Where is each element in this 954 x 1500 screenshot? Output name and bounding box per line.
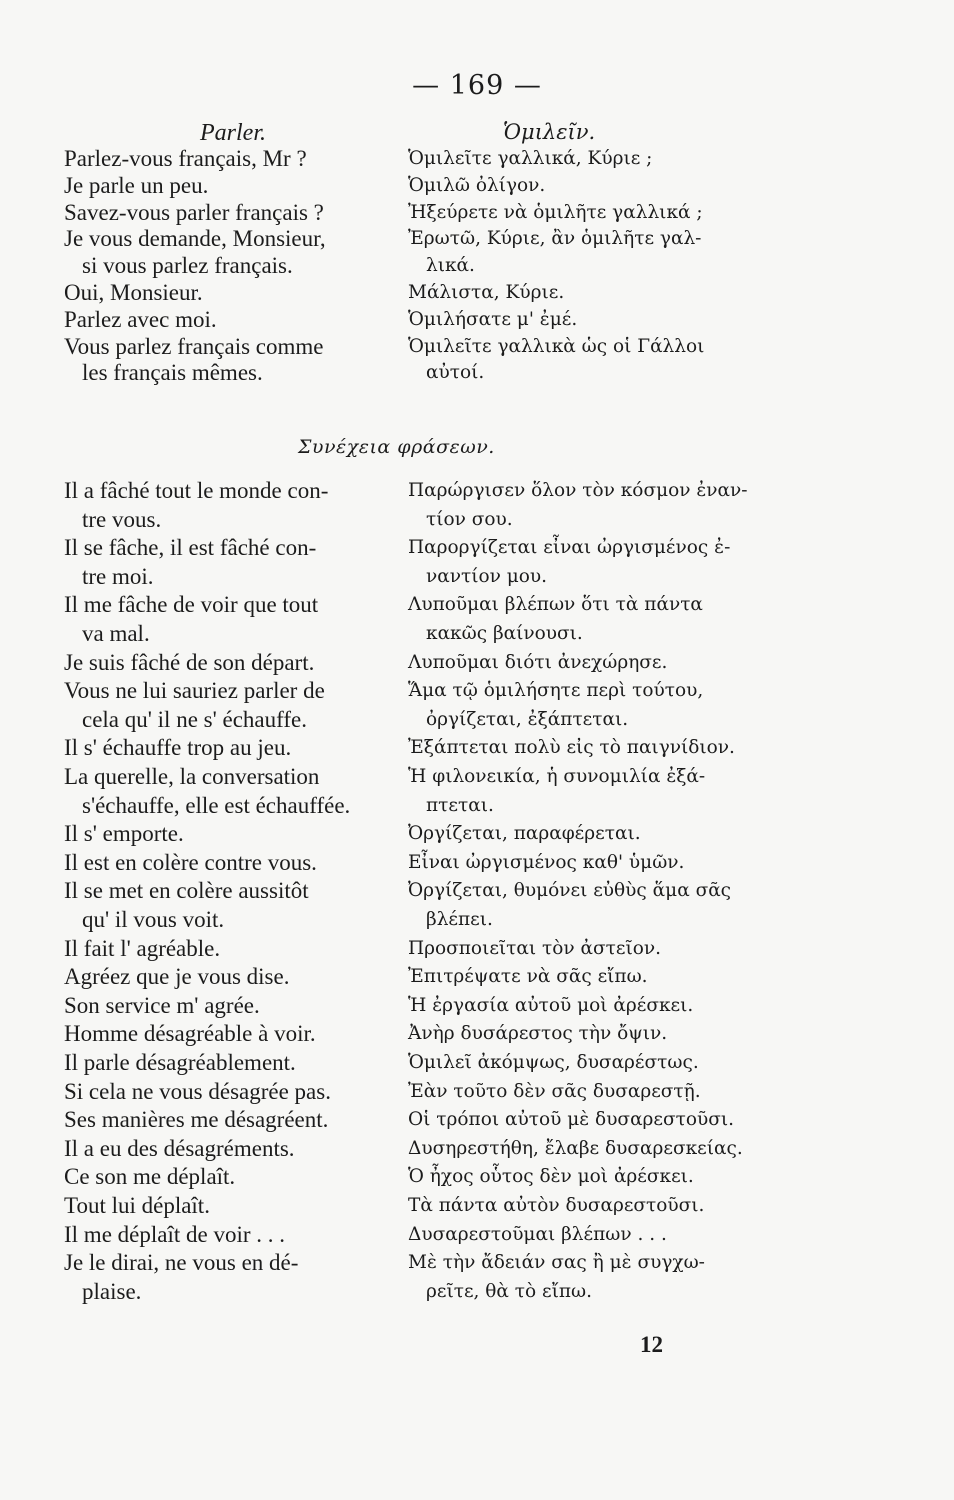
greek-phrase-line: Παρώργισεν ὅλον τὸν κόσμον ἐναν- — [408, 480, 748, 501]
french-phrase-line: Vous ne lui sauriez parler de — [64, 678, 325, 704]
greek-phrase-line: Ὁμιλεῖ ἀκόμψως, δυσαρέστως. — [408, 1052, 699, 1073]
greek-phrase-line: Ἐξάπτεται πολὺ εἰς τὸ παιγνίδιον. — [408, 737, 735, 759]
greek-phrase-line: λικά. — [426, 255, 475, 277]
greek-phrase-line: Ὁμιλεῖτε γαλλικά, Κύριε ; — [408, 148, 653, 169]
french-phrase-line: Je parle un peu. — [64, 172, 209, 198]
french-phrase-line: Il s' emporte. — [64, 821, 184, 847]
french-phrase-line: Je le dirai, ne vous en dé- — [64, 1250, 299, 1276]
french-phrase-line: Parlez avec moi. — [64, 306, 217, 332]
greek-phrase-line: Ἠξεύρετε νὰ ὁμιλῆτε γαλλικά ; — [408, 201, 703, 223]
signature-mark: 12 — [640, 1332, 663, 1357]
french-phrase-line: Il me fâche de voir que tout — [64, 592, 319, 618]
french-phrase-line: s'échauffe, elle est échauffée. — [82, 792, 351, 818]
greek-phrase-line: Ἐπιτρέψατε νὰ σᾶς εἴπω. — [408, 966, 648, 988]
french-phrase-line: Il a fâché tout le monde con- — [64, 478, 329, 503]
greek-phrase-line: Ἐρωτῶ, Κύριε, ἂν ὁμιλῆτε γαλ- — [408, 228, 702, 250]
french-phrase-line: tre vous. — [82, 506, 162, 532]
french-phrase-line: Savez-vous parler français ? — [64, 199, 324, 225]
greek-phrase-line: Ἀνὴρ δυσάρεστος τὴν ὄψιν. — [408, 1023, 668, 1045]
french-phrase-line: Je suis fâché de son départ. — [64, 649, 315, 675]
greek-phrase-line: κακῶς βαίνουσι. — [426, 623, 583, 644]
french-phrase-line: Il a eu des désagréments. — [64, 1135, 295, 1161]
greek-phrase-line: Ὁ ἦχος οὗτος δὲν μοὶ ἀρέσκει. — [408, 1166, 694, 1188]
greek-phrase-line: Δυσαρεστοῦμαι βλέπων . . . — [408, 1223, 667, 1245]
french-phrase-line: Je vous demande, Monsieur, — [64, 226, 326, 252]
greek-phrase-line: Ὁμιλῶ ὀλίγον. — [408, 174, 546, 196]
french-phrase-line: Il parle désagréablement. — [64, 1050, 296, 1075]
french-phrase-line: Tout lui déplaît. — [64, 1193, 210, 1218]
greek-phrase-line: ρεῖτε, θὰ τὸ εἴπω. — [426, 1280, 593, 1302]
french-phrase-line: qu' il vous voit. — [82, 907, 225, 932]
french-phrase-line: Il se fâche, il est fâché con- — [64, 535, 317, 561]
greek-phrase-line: Ἡ ἐργασία αὐτοῦ μοὶ ἀρέσκει. — [408, 994, 694, 1016]
french-phrase-line: Oui, Monsieur. — [64, 280, 203, 305]
greek-phrase-line: Ὀργίζεται, παραφέρεται. — [408, 823, 641, 845]
french-phrase-line: va mal. — [82, 621, 150, 646]
greek-phrase-line: Ἐὰν τοῦτο δὲν σᾶς δυσαρεστῇ. — [408, 1080, 701, 1102]
greek-phrase-line: Τὰ πάντα αὐτὸν δυσαρεστοῦσι. — [408, 1195, 705, 1216]
french-phrase-line: Homme désagréable à voir. — [64, 1021, 316, 1047]
french-phrase-line: Il est en colère contre vous. — [64, 849, 317, 875]
greek-phrase-line: Λυποῦμαι βλέπων ὅτι τὰ πάντα — [408, 594, 703, 616]
french-phrase-line: si vous parlez français. — [82, 253, 293, 279]
french-phrase-line: tre moi. — [82, 563, 154, 589]
greek-phrase-line: Λυποῦμαι διότι ἀνεχώρησε. — [408, 651, 668, 673]
greek-phrase-line: Εἶναι ὠργισμένος καθ' ὑμῶν. — [408, 851, 685, 873]
french-phrase-line: Il fait l' agréable. — [64, 935, 221, 961]
greek-phrase-line: αὐτοί. — [426, 362, 485, 384]
french-phrase-line: plaise. — [82, 1278, 142, 1304]
greek-phrase-line: Οἱ τρόποι αὐτοῦ μὲ δυσαρεστοῦσι. — [408, 1109, 735, 1131]
greek-phrase-line: Ἅμα τῷ ὁμιλήσητε περὶ τούτου, — [408, 680, 704, 702]
greek-phrase-line: Ὀργίζεται, θυμόνει εὐθὺς ἅμα σᾶς — [408, 880, 732, 902]
french-phrase-line: Il s' échauffe trop au jeu. — [64, 735, 292, 761]
greek-phrase-line: πτεται. — [426, 794, 494, 816]
greek-phrase-line: Μάλιστα, Κύριε. — [408, 282, 565, 303]
french-phrase-line: les français mêmes. — [82, 360, 263, 386]
french-phrase-line: Agréez que je vous dise. — [64, 964, 290, 990]
greek-phrase-line: Ὁμιλήσατε μ' ἐμέ. — [408, 308, 578, 330]
greek-phrase-line: ὀργίζεται, ἐξάπτεται. — [426, 708, 629, 730]
french-phrase-line: Il se met en colère aussitôt — [64, 878, 309, 904]
greek-phrase-line: Ἡ φιλονεικία, ἡ συνομιλία ἐξά- — [408, 766, 706, 787]
french-column-heading: Parler. — [200, 120, 266, 146]
greek-phrase-line: Μὲ τὴν ἄδειάν σας ἢ μὲ συγχω- — [408, 1252, 705, 1274]
greek-phrase-line: ναντίον μου. — [426, 565, 548, 587]
french-phrase-line: Ce son me déplaît. — [64, 1164, 236, 1190]
greek-column-heading: Ὁμιλεῖν. — [503, 120, 596, 144]
french-phrase-line: La querelle, la conversation — [64, 764, 320, 789]
section-heading: Συνέχεια φράσεων. — [298, 436, 495, 458]
french-phrase-line: Vous parlez français comme — [64, 333, 324, 359]
french-phrase-line: Il me déplaît de voir . . . — [64, 1221, 285, 1247]
french-phrase-line: Si cela ne vous désagrée pas. — [64, 1078, 331, 1104]
greek-phrase-line: Ὁμιλεῖτε γαλλικὰ ὡς οἱ Γάλλοι — [408, 335, 705, 357]
greek-phrase-line: βλέπει. — [426, 909, 493, 930]
french-phrase-line: Son service m' agrée. — [64, 992, 260, 1018]
greek-phrase-line: τίον σου. — [426, 508, 513, 530]
french-phrase-line: Ses manières me désagréent. — [64, 1107, 329, 1133]
greek-phrase-line: Παροργίζεται εἶναι ὠργισμένος ἐ- — [408, 537, 731, 559]
greek-phrase-line: Δυσηρεστήθη, ἔλαβε δυσαρεσκείας. — [408, 1137, 743, 1159]
french-phrase-line: Parlez-vous français, Mr ? — [64, 146, 307, 171]
greek-phrase-line: Προσποιεῖται τὸν ἀστεῖον. — [408, 937, 661, 959]
page-number: — 169 — — [412, 70, 542, 101]
french-phrase-line: cela qu' il ne s' échauffe. — [82, 706, 307, 732]
